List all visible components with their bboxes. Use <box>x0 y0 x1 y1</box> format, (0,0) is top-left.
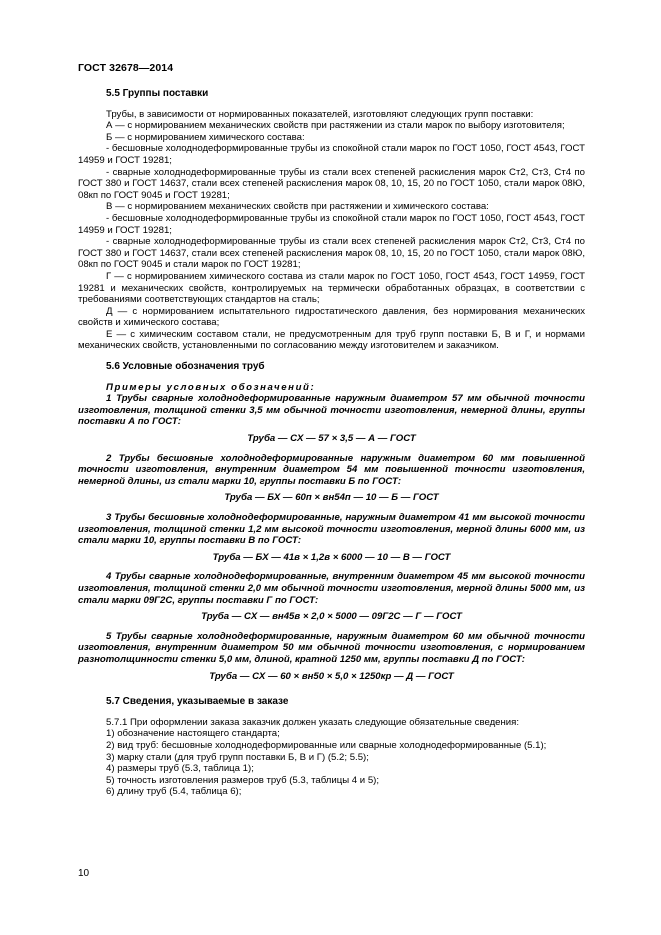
list-item: 4) размеры труб (5.3, таблица 1); <box>106 763 254 775</box>
example-formula: Труба — СХ — 57 × 3,5 — А — ГОСТ <box>247 433 416 445</box>
list-item: 5) точность изготовления размеров труб (5.3, таблицы 4 и 5); <box>106 774 380 786</box>
page-content <box>78 88 585 798</box>
paragraph: 5.7.1 При оформлении заказа заказчик должен указать следующие обязательные сведения: <box>106 716 520 728</box>
paragraph: - сварные холоднодеформированные трубы из стали всех степеней раскисления марок Ст2, Ст3, Ст4 по ГОСТ 380 и ГОСТ 14637, стали всех степеней раскисления марок 08, 10, 15, 20 по ГОСТ 1050, стали марок 08Ю, 08кп по ГОСТ 9045 и ГОСТ 19281; <box>78 166 585 201</box>
example-text: 5 Трубы сварные холоднодеформированные, наружным диаметром 60 мм обычной точности изготовления, внутренним диаметром 50 мм обычной точности изготовления, с нормированием разнотолщинности стенки 5,0 мм, длиной, кратной 1250 мм, группы поставки Д по ГОСТ: <box>78 630 585 665</box>
paragraph: Д — с нормированием испытательного гидростатического давления, без нормирования механических свойств и химического состава; <box>78 305 585 329</box>
list-item: 6) длину труб (5.4, таблица 6); <box>106 786 242 798</box>
example-formula: Труба — СХ — вн45в × 2,0 × 5000 — 09Г2С — Г — ГОСТ <box>201 611 462 623</box>
example-text: 3 Трубы бесшовные холоднодеформированные, наружным диаметром 41 мм высокой точности изготовления, толщиной стенки 1,2 мм высокой точности изготовления, мерной длины 6000 мм, из стали марки 10, группы поставки В по ГОСТ: <box>78 512 585 547</box>
paragraph: В — с нормированием механических свойств при растяжении и химического состава: <box>106 201 489 213</box>
example-text: 2 Трубы бесшовные холоднодеформированные наружным диаметром 60 мм повышенной точности изготовления, внутренним диаметром 54 мм повышенной точности изготовления, немерной длины, из стали марки 10, группы поставки Б по ГОСТ: <box>78 452 585 487</box>
paragraph: Г — с нормированием химического состава из стали марок по ГОСТ 1050, ГОСТ 4543, ГОСТ 14959, ГОСТ 19281 и механических свойств, контролируемых на термически обработанных образцах, в соответствии с требованиями соответствующих стандартов на сталь; <box>78 270 585 306</box>
example-formula: Труба — БХ — 60п × вн54п — 10 — Б — ГОСТ <box>224 492 439 504</box>
paragraph: А — с нормированием механических свойств при растяжении из стали марок по выбору изготовителя; <box>106 120 565 132</box>
paragraph: Трубы, в зависимости от нормированных показателей, изготовляют следующих групп поставки: <box>106 108 534 120</box>
list-item: 3) марку стали (для труб групп поставки Б, В и Г) (5.2; 5.5); <box>106 751 369 763</box>
section-title-5-5: 5.5 Группы поставки <box>106 88 209 99</box>
page-number: 10 <box>78 868 90 879</box>
examples-title: Примеры условных обозначений: <box>106 381 316 393</box>
section-title-5-6: 5.6 Условные обозначения труб <box>106 361 265 373</box>
example-formula: Труба — СХ — 60 × вн50 × 5,0 × 1250кр — Д — ГОСТ <box>209 670 454 682</box>
list-item: 1) обозначение настоящего стандарта; <box>106 728 280 740</box>
example-formula: Труба — БХ — 41в × 1,2в × 6000 — 10 — В — ГОСТ <box>212 551 451 563</box>
example-text: 4 Трубы сварные холоднодеформированные, внутренним диаметром 45 мм высокой точности изготовления, толщиной стенки 2,0 мм обычной точности изготовления, мерной длины 5000 мм, из стали марки 09Г2С, группы поставки Г по ГОСТ: <box>78 571 585 606</box>
list-item: 2) вид труб: бесшовные холоднодеформированные или сварные холоднодеформированные (5.1); <box>106 739 547 751</box>
paragraph: - сварные холоднодеформированные трубы из стали всех степеней раскисления марок Ст2, Ст3, Ст4 по ГОСТ 380 и ГОСТ 14637, стали всех степеней раскисления марок 08, 10, 15, 20 по ГОСТ 1050, стали марок 08Ю, 08кп по ГОСТ 9045 и стали марок по ГОСТ 19281; <box>78 236 585 271</box>
page-header-standard: ГОСТ 32678—2014 <box>78 62 174 74</box>
example-text: 1 Трубы сварные холоднодеформированные наружным диаметром 57 мм обычной точности изготовления, толщиной стенки 3,5 мм обычной точности изготовления, немерной длины, группы поставки А по ГОСТ: <box>78 393 585 428</box>
section-title-5-7: 5.7 Сведения, указываемые в заказе <box>106 696 289 708</box>
paragraph: - бесшовные холоднодеформированные трубы из спокойной стали марок по ГОСТ 1050, ГОСТ 4543, ГОСТ 14959 и ГОСТ 19281; <box>78 143 585 166</box>
paragraph: Б — с нормированием химического состава: <box>106 131 305 143</box>
paragraph: - бесшовные холоднодеформированные трубы из спокойной стали марок по ГОСТ 1050, ГОСТ 4543, ГОСТ 14959 и ГОСТ 19281; <box>78 212 585 236</box>
paragraph: Е — с химическим составом стали, не предусмотренным для труб групп поставки Б, В и Г, и нормами механических свойств, установленными по согласованию между изготовителем и заказчиком. <box>78 328 585 352</box>
